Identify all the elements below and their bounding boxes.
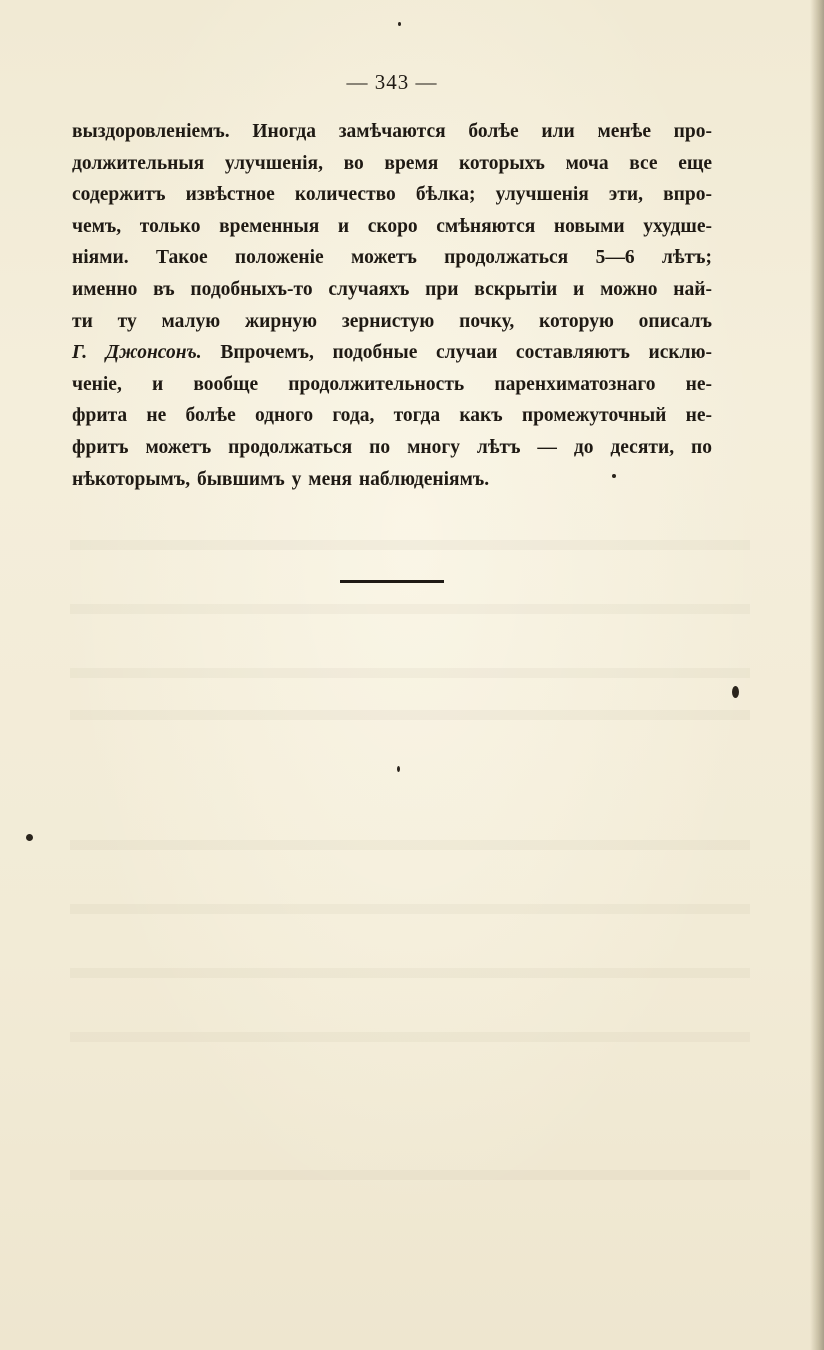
- show-through-line: [70, 840, 750, 850]
- text-line: выздоровленіемъ. Иногда замѣчаются болѣе или менѣе про-: [72, 121, 712, 142]
- text-line: ти ту малую жирную зернистую почку, которую описалъ: [72, 310, 712, 332]
- text-line: нѣкоторымъ, бывшимъ у меня наблюденіямъ.: [72, 468, 490, 490]
- show-through-line: [70, 968, 750, 978]
- show-through-line: [70, 540, 750, 550]
- show-through-line: [70, 710, 750, 720]
- ink-speck: [612, 474, 616, 478]
- section-rule: [340, 580, 444, 583]
- author-name: Г. Джонсонъ.: [72, 342, 202, 364]
- ink-speck: [397, 766, 400, 772]
- text-line: чемъ, только временныя и скоро смѣняются новыми ухудше-: [72, 215, 712, 237]
- show-through-line: [70, 904, 750, 914]
- text-line: фритъ можетъ продолжаться по многу лѣтъ — до десяти, по: [72, 436, 712, 458]
- text-line: содержитъ извѣстное количество бѣлка; улучшенія эти, впро-: [72, 184, 712, 206]
- text-line: фрита не болѣе одного года, тогда какъ промежуточный не-: [72, 405, 712, 427]
- text-line: именно въ подобныхъ-то случаяхъ при вскрытіи и можно най-: [72, 278, 712, 300]
- ink-speck: [732, 686, 739, 698]
- show-through-line: [70, 604, 750, 614]
- text-line: должительныя улучшенія, во время которыхъ моча все еще: [72, 152, 712, 174]
- body-paragraph: [72, 116, 712, 495]
- ink-speck: [398, 22, 401, 26]
- text-line: ченіе, и вообще продолжительность паренхиматознаго не-: [72, 373, 712, 395]
- show-through-line: [70, 1170, 750, 1180]
- text-line-rest: Впрочемъ, подобные случаи составляютъ исклю-: [201, 342, 712, 364]
- show-through-line: [70, 1032, 750, 1042]
- text-line: [72, 337, 712, 369]
- text-line: ніями. Такое положеніе можетъ продолжаться 5—6 лѣтъ;: [72, 247, 712, 269]
- page-number: — 343 —: [346, 70, 438, 94]
- page-edge-shadow: [810, 0, 824, 1350]
- ink-speck: [26, 834, 33, 841]
- show-through-line: [70, 668, 750, 678]
